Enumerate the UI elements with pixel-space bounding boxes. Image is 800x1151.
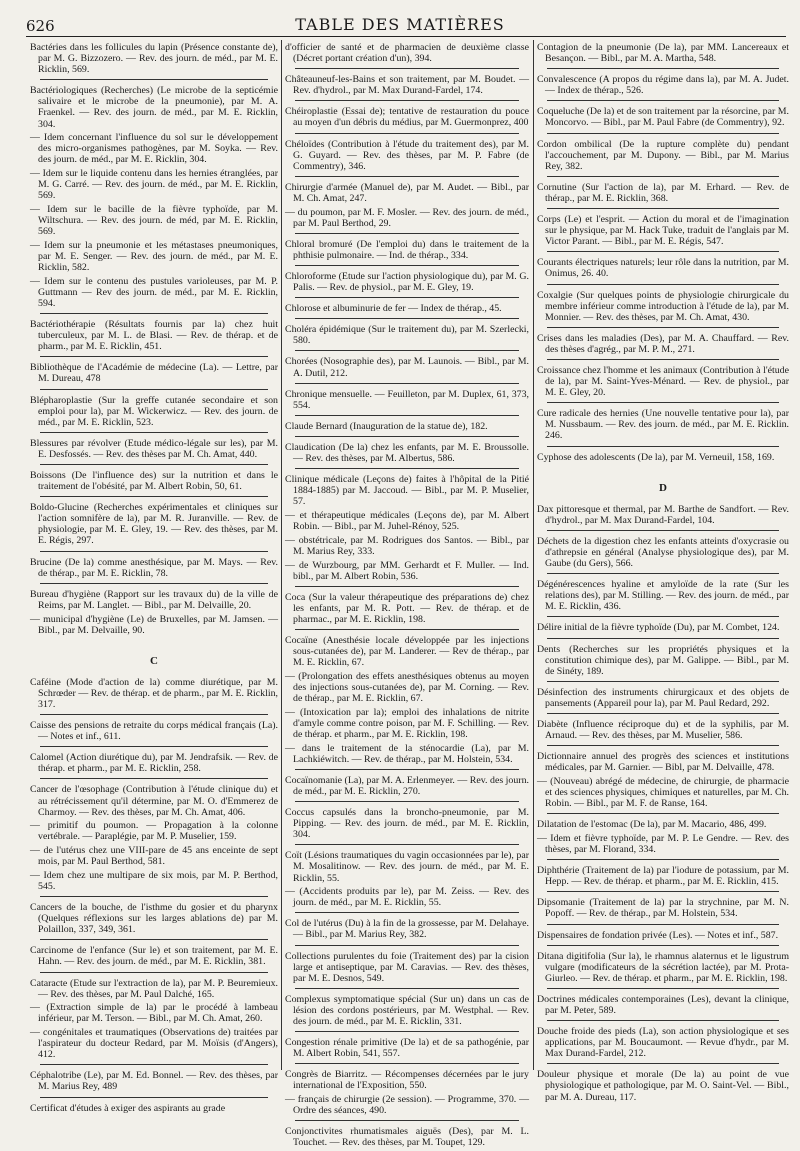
entry-separator [547,133,779,134]
index-entry: Dégénérescences hyaline et amyloïde de la rate (Sur les relations des), par M. Stilling. — Rev. des journ. de méd., par M. E. Ricklin, 436. [537,579,789,613]
entry-separator [547,327,779,328]
header-rule [26,36,786,37]
index-entry: — Idem concernant l'influence du sol sur le développement des micro-organismes pathogènes, par M. Soyka. — Rev. des journ. de méd., par M. E. Ricklin, 304. [30,132,278,166]
index-column-3 [537,42,789,1105]
entry-separator [547,1063,779,1064]
entry-separator [547,208,779,209]
entry-separator [547,446,779,447]
index-entry: Claude Bernard (Inauguration de la statue de), 182. [285,420,488,432]
entry-separator [547,891,779,892]
index-entry: Caisse des pensions de retraite du corps médical français (La). — Notes et inf., 611. [30,720,278,743]
index-entry: Chirurgie d'armée (Manuel de), par M. Audet. — Bibl., par M. Ch. Amat, 247. [285,181,529,204]
index-entry: Conjonctivites rhumatismales aiguës (Des), par M. L. Touchet. — Rev. des thèses, par M. Toupet, 129. [285,1126,529,1149]
column-divider [533,40,534,1070]
index-entry: Collections purulentes du foie (Traitement des) par la cision large et antiseptique, par M. Caravias. — Rev. des thèses, par M. E. Desnos, 549. [285,950,529,984]
index-entry: — de l'utérus chez une VIII-pare de 45 ans enceinte de sept mois, par M. Paul Berthod, 581. [30,845,278,868]
index-entry: Col de l'utérus (Du) à la fin de la grossesse, par M. Delahaye. — Bibl., par M. Marius Rey, 382. [285,918,529,941]
index-entry: Caféine (Mode d'action de la) comme diurétique, par M. Schrœder — Rev. de thérap. et de pharm., par M. E. Ricklin, 317. [30,676,278,710]
index-entry: Courants électriques naturels; leur rôle dans la nutrition, par M. Onimus, 26. 40. [537,257,789,280]
index-entry: Cancers de la bouche, de l'isthme du gosier et du pharynx (Quelques réflexions sur les larges ablations de) par M. Polaillon, 337, 349, 361. [30,902,278,936]
index-entry: Dipsomanie (Traitement de la) par la strychnine, par M. N. Popoff. — Rev. de thérap., par M. Holstein, 534. [537,897,789,920]
index-entry: — primitif du poumon. — Propagation à la colonne vertébrale. — Paraplégie, par M. P. Muselier, 159. [30,820,278,843]
index-entry: Bactéries dans les follicules du lapin (Présence constante de), par M. G. Bizzozero. — Rev. des journ. de méd., par M. E. Ricklin, 569. [30,42,278,76]
index-entry: Diphthérie (Traitement de la) par l'iodure de potassium, par M. Hepp. — Rev. de thérap. et pharm., par M. E. Ricklin, 415. [537,865,789,888]
index-entry: Céphalotribe (Le), par M. Ed. Bonnel. — Rev. des thèses, par M. Marius Rey, 489 [30,1070,278,1093]
entry-separator [295,629,519,630]
index-column-2 [285,42,529,1151]
index-entry: — de Wurzbourg, par MM. Gerhardt et F. Muller. — Ind. bibl., par M. Albert Robin, 536. [285,559,529,582]
entry-separator [295,265,519,266]
index-entry: — (Intoxication par la); emploi des inhalations de nitrite d'amyle comme contre poison, par M. F. Schilling. — Rev. de thérap. et pharm., par M. E. Ricklin, 198. [285,706,529,740]
entry-separator [40,714,268,715]
entry-separator [295,1031,519,1032]
index-entry: — français de chirurgie (2e session). — Programme, 370. — Ordre des séances, 490. [285,1094,529,1117]
index-entry: Convalescence (A propos du régime dans la), par M. A. Judet. — Index de thérap., 526. [537,74,789,97]
index-entry: Claudication (De la) chez les enfants, par M. E. Broussolle. — Rev. des thèses, par M. Albertus, 586. [285,441,529,465]
page-number: 626 [26,17,55,35]
index-entry: Chloroforme (Etude sur l'action physiologique du), par M. G. Palis. — Rev. de physiol., par M. E. Gley, 19. [285,271,529,294]
index-entry: Contagion de la pneumonie (De la), par MM. Lancereaux et Besançon. — Bibl., par M. A. Martha, 548. [537,42,789,65]
index-entry: Bureau d'hygiène (Rapport sur les travaux du) de la ville de Reims, par M. Langlet. — Bibl., par M. Delvaille, 20. [30,588,278,611]
index-entry: — (Prolongation des effets anesthésiques obtenus au moyen des injections sous-cutanées de), par M. Corning. — Rev. de thérap., par M. E. Ricklin, 67. [285,670,529,705]
entry-separator [295,233,519,234]
index-entry: Chronique mensuelle. — Feuilleton, par M. Duplex, 61, 373, 554. [285,388,529,411]
index-entry: Congestion rénale primitive (De la) et de sa pathogénie, par M. Albert Robin, 541, 557. [285,1037,529,1060]
index-entry: Brucine (De la) comme anesthésique, par M. Mays. — Rev. de thérap., par M. E. Ricklin, 78. [30,556,278,579]
index-entry: Ditana digitifolia (Sur la), le rhamnus alaternus et le ligustrum vulgare (modificateurs de la sécrétion lactée), par M. Prota-Giurleo. — Rev. de thérap. et pharm., par M. E. Ricklin, 198. [537,950,789,984]
entry-separator [295,586,519,587]
index-entry: Déchets de la digestion chez les enfants atteints d'oxycrasie ou d'athrepsie en général (Analyse physiologique des), par M. Gaube (du Gers), 566. [537,535,789,570]
entry-separator [547,713,779,714]
index-entry: Complexus symptomatique spécial (Sur un) dans un cas de lésion des cordons postérieurs, par M. Westphal. — Rev. des journ. de méd., par M. E. Ricklin, 331. [285,993,529,1028]
index-entry: Dispensaires de fondation privée (Les). — Notes et inf., 587. [537,929,779,941]
index-entry: Coca (Sur la valeur thérapeutique des préparations de) chez les enfants, par M. R. Pott. — Rev. de thérap. et de pharmac., par M. E. Ricklin, 198. [285,591,529,625]
index-entry: — Idem sur la pneumonie et les métastases pneumoniques, par M. E. Senger. — Rev. des journ. de méd., par M. E. Ricklin, 582. [30,239,278,274]
page-title: TABLE DES MATIÈRES [295,15,505,34]
index-entry: Diabète (Influence réciproque du) et de la syphilis, par M. Arnaud. — Rev. des thèses, par M. Muselier, 586. [537,719,789,742]
column-divider [281,40,282,1070]
entry-separator [295,297,519,298]
entry-separator [295,844,519,845]
index-entry: Carcinome de l'enfance (Sur le) et son traitement, par M. E. Hahn. — Rev. des journ. de méd., par M. E. Ricklin, 381. [30,945,278,968]
entry-separator [40,746,268,747]
index-entry: Coccus capsulés dans la broncho-pneumonie, par M. Pipping. — Rev. des journ. de méd., par M. E. Ricklin, 304. [285,807,529,841]
index-entry: Boldo-Glucine (Recherches expérimentales et cliniques sur l'action somnifère de la), par M. R. Juranville. — Rev. de physiologie, par M. E. Gley, 19. — Rev. des thèses, par M. E. Régis, 297. [30,502,278,547]
entry-separator [40,389,268,390]
section-letter: C [150,654,158,667]
index-entry: Dax pittoresque et thermal, par M. Barthe de Sandfort. — Rev. d'hydrol., par M. Max Durand-Fardel, 104. [537,503,789,526]
entry-separator [295,912,519,913]
entry-separator [295,988,519,989]
entry-separator [40,432,268,433]
entry-separator [295,133,519,134]
entry-separator [295,318,519,319]
index-entry: — obstétricale, par M. Rodrigues dos Santos. — Bibl., par M. Marius Rey, 333. [285,534,529,557]
entry-separator [547,681,779,682]
index-entry: Doctrines médicales contemporaines (Les), devant la clinique, par M. Peter, 589. [537,993,789,1016]
entry-separator [40,939,268,940]
index-entry: Congrès de Biarritz. — Récompenses décernées par le jury international de l'Exposition, 550. [285,1069,529,1092]
entry-separator [547,813,779,814]
entry-separator [547,616,779,617]
entry-separator [547,573,779,574]
index-entry: Dents (Recherches sur les propriétés physiques et la constitution chimique des), par M. Galippe. — Bibl., par M. de Sinéty, 189. [537,643,789,677]
entry-separator [295,415,519,416]
section-letter: D [659,481,667,494]
index-entry: Blessures par révolver (Etude médico-légale sur les), par M. E. Desfossés. — Rev. des thèses par M. Ch. Amat, 440. [30,437,278,460]
entry-separator [295,350,519,351]
index-entry: — Idem et fièvre typhoïde, par M. P. Le Gendre. — Rev. des thèses, par M. Florand, 334. [537,832,789,856]
entry-separator [295,945,519,946]
index-entry: — du poumon, par M. F. Mosler. — Rev. des journ. de méd., par M. Paul Berthod, 29. [285,206,529,229]
index-entry: Délire initial de la fièvre typhoïde (Du), par M. Combet, 124. [537,622,780,634]
index-entry: Bibliothèque de l'Académie de médecine (La). — Lettre, par M. Dureau, 478 [30,362,278,385]
entry-separator [295,1120,519,1121]
index-entry: Chéiroplastie (Essai de); tentative de restauration du pouce au moyen d'un débris du médius, par M. Guermonprez, 400 [285,106,529,129]
entry-separator [295,1063,519,1064]
entry-separator [40,583,268,584]
entry-separator [40,1064,268,1065]
entry-separator [547,988,779,989]
index-entry: — (Accidents produits par le), par M. Zeiss. — Rev. des journ. de méd., par M. E. Ricklin, 55. [285,886,529,909]
index-entry: Châteauneuf-les-Bains et son traitement, par M. Boudet. — Rev. d'hydrol., par M. Max Durand-Fardel, 174. [285,74,529,97]
entry-separator [295,436,519,437]
index-entry: — Idem sur le liquide contenu dans les hernies étranglées, par M. G. Carré. — Rev. des journ. de méd., par M. E. Ricklin, 569. [30,168,278,202]
index-entry: Bactériologiques (Recherches) (Le microbe de la septicémie salivaire et le microbe de la pneumonie), par M. A. Fraenkel. — Rev. des journ. de méd., par M. E. Ricklin, 304. [30,85,278,130]
index-entry: Coït (Lésions traumatiques du vagin occasionnées par le), par M. Mosalitinow. — Rev. des journ. de méd., par M. E. Ricklin, 55. [285,850,529,884]
index-entry: Bactériothérapie (Résultats fournis par la) chez huit tuberculeux, par M. L. de Blasi. — Rev. de thérap. et de pharm., par M. E. Ricklin, 451. [30,319,278,353]
entry-separator [40,972,268,973]
index-entry: — Idem sur le contenu des pustules varioleuses, par M. P. Guttmann — Rev des journ. de méd., par M. E. Ricklin, 594. [30,275,278,309]
index-entry: Cancer de l'œsophage (Contribution à l'étude clinique du) et au rétrécissement qu'il détermine, par M. O. d'Emmerez de Charmoy. — Rev. des thèses, par M. Ch. Amat, 406. [30,784,278,818]
entry-separator [295,801,519,802]
index-entry: — dans le traitement de la sténocardie (La), par M. Lachkiéwitch. — Rev. de thérap., par M. Holstein, 534. [285,742,529,765]
index-entry: — (Nouveau) abrégé de médecine, de chirurgie, de pharmacie et des sciences physiques, chimiques et naturelles, par M. Ch. Robin. — Bibl., par M. F. de Ranse, 164. [537,776,789,810]
index-entry: Cordon ombilical (De la rupture complète du) pendant l'accouchement, par M. Dupony. — Bibl., par M. Marius Rey, 382. [537,138,789,172]
entry-separator [547,251,779,252]
entry-separator [547,945,779,946]
index-entry: d'officier de santé et de pharmacien de deuxième classe (Décret portant création d'un), 394. [285,42,529,65]
index-column-1 [30,42,278,1116]
entry-separator [547,284,779,285]
index-entry: Douche froide des pieds (La), son action physiologique et ses applications, par M. Boucaumont. — Revue d'hydr., par M. Max Durand-Fardel, 212. [537,1026,789,1060]
index-entry: Cyphose des adolescents (De la), par M. Verneuil, 158, 169. [537,451,775,463]
index-entry: Dictionnaire annuel des progrès des sciences et institutions médicales, par M. Garnier. — Bibl, par M. Delvaille, 478. [537,751,789,774]
entry-separator [40,551,268,552]
entry-separator [547,859,779,860]
entry-separator [40,464,268,465]
index-entry: Cocaïnomanie (La), par M. A. Erlenmeyer. — Rev. des journ. de méd., par M. E. Ricklin, 270. [285,774,529,797]
index-entry: Douleur physique et morale (De la) au point de vue physiologique et pathologique, par M. O. Saint-Vel. — Bibl., par M. A. Dureau, 117. [537,1069,789,1103]
entry-separator [547,1020,779,1021]
entry-separator [547,68,779,69]
index-entry: — Idem sur le bacille de la fièvre typhoïde, par M. Wiltschura. — Rev. des journ. de méd, par M. E. Ricklin, 569. [30,204,278,238]
entry-separator [40,79,268,80]
index-entry: Boissons (De l'influence des) sur la nutrition et dans le traitement de l'obésité, par M. Albert Robin, 50, 61. [30,469,278,493]
index-entry: Certificat d'études à exiger des aspirants au grade [30,1102,226,1114]
entry-separator [40,496,268,497]
entry-separator [40,896,268,897]
index-entry: Blépharoplastie (Sur la greffe cutanée secondaire et son emploi pour la), par M. Wickerwicz. — Rev. des journ. de méd., par M. E. Ricklin, 523. [30,394,278,428]
index-entry: Calomel (Action diurétique du), par M. Jendrafsik. — Rev. de thérap. et pharm., par M. E. Ricklin, 258. [30,752,278,775]
entry-separator [547,100,779,101]
index-entry: Chloral bromuré (De l'emploi du) dans le traitement de la phthisie pulmonaire. — Ind. de thérap., 334. [285,238,529,261]
index-entry: — et thérapeutique médicales (Leçons de), par M. Albert Robin. — Bibl., par M. Juhel-Rénoy, 525. [285,510,529,533]
index-entry: — municipal d'hygiène (Le) de Bruxelles, par M. Jamsen. — Bibl., par M. Delvaille, 90. [30,613,278,636]
entry-separator [295,100,519,101]
index-entry: Cataracte (Etude sur l'extraction de la), par M. P. Beuremieux. — Rev. des thèses, par M. Paul Dalché, 165. [30,977,278,1000]
index-entry: Coxalgie (Sur quelques points de physiologie chirurgicale du membre inférieur comme introduction à l'étude de la), par M. Monnier. — Rev. des thèses, par M. Ch. Amat, 430. [537,289,789,323]
index-entry: Croissance chez l'homme et les animaux (Contribution à l'étude de la), par M. Saint-Yves-Ménard. — Rev. de physiol., par M. E. Gley, 20. [537,364,789,399]
index-entry: Clinique médicale (Leçons de) faites à l'hôpital de la Pitié 1884-1885) par M. Jaccoud. — Bibl., par M. P. Muselier, 57. [285,474,529,508]
index-entry: Chéloïdes (Contribution à l'étude du traitement des), par M. G. Guyard. — Rev. des thèses, par M. P. Fabre (de Commentry), 346. [285,138,529,172]
index-entry: Choléra épidémique (Sur le traitement du), par M. Szerlecki, 580. [285,324,529,347]
entry-separator [547,402,779,403]
entry-separator [547,745,779,746]
index-entry: Cornutine (Sur l'action de la), par M. Erhard. — Rev. de thérap., par M. E. Ricklin, 368. [537,181,789,204]
entry-separator [40,356,268,357]
entry-separator [295,468,519,469]
index-entry: Coqueluche (De la) et de son traitement par la résorcine, par M. Moncorvo. — Bibl., par M. Paul Fabre (de Commentry), 92. [537,106,789,129]
entry-separator [295,383,519,384]
entry-separator [547,924,779,925]
entry-separator [40,313,268,314]
entry-separator [547,530,779,531]
index-entry: Dilatation de l'estomac (De la), par M. Macario, 486, 499. [537,819,767,831]
index-entry: Corps (Le) et l'esprit. — Action du moral et de l'imagination sur le physique, par M. Hack Tuke, traduit de l'anglais par M. Victor Parant. — Bibl., par M. E. Régis, 547. [537,214,789,248]
index-entry: Chorées (Nosographie des), par M. Launois. — Bibl., par M. A. Dutil, 212. [285,356,529,379]
index-entry: Cocaïne (Anesthésie locale développée par les injections sous-cutanées de), par M. Landerer. — Rev de thérap., par M. E. Ricklin, 67. [285,635,529,669]
entry-separator [547,176,779,177]
entry-separator [40,778,268,779]
index-entry: Cure radicale des hernies (Une nouvelle tentative pour la), par M. Nussbaum. — Rev. des journ. de méd., par M. E. Ricklin. 246. [537,408,789,442]
entry-separator [547,359,779,360]
index-entry: — Idem chez une multipare de six mois, par M. P. Berthod, 545. [30,869,278,892]
index-entry: — (Extraction simple de la) par le procédé à lambeau inférieur, par M. Terson. — Bibl., par M. Ch. Amat, 260. [30,1002,278,1025]
index-entry: Crises dans les maladies (Des), par M. A. Chauffard. — Rev. des thèses d'agrég., par M. P. M., 271. [537,332,789,355]
index-entry: Désinfection des instruments chirurgicaux et des objets de pansements (Appareil pour la), par M. Paul Redard, 292. [537,686,789,709]
entry-separator [295,769,519,770]
entry-separator [295,68,519,69]
entry-separator [295,176,519,177]
index-entry: — congénitales et traumatiques (Observations de) traitées par l'aspirateur du docteur Redard, par M. Moïsis (d'Angers), 412. [30,1027,278,1061]
entry-separator [40,1097,268,1098]
entry-separator [547,638,779,639]
index-entry: Chlorose et albuminurie de fer — Index de thérap., 45. [285,303,502,315]
